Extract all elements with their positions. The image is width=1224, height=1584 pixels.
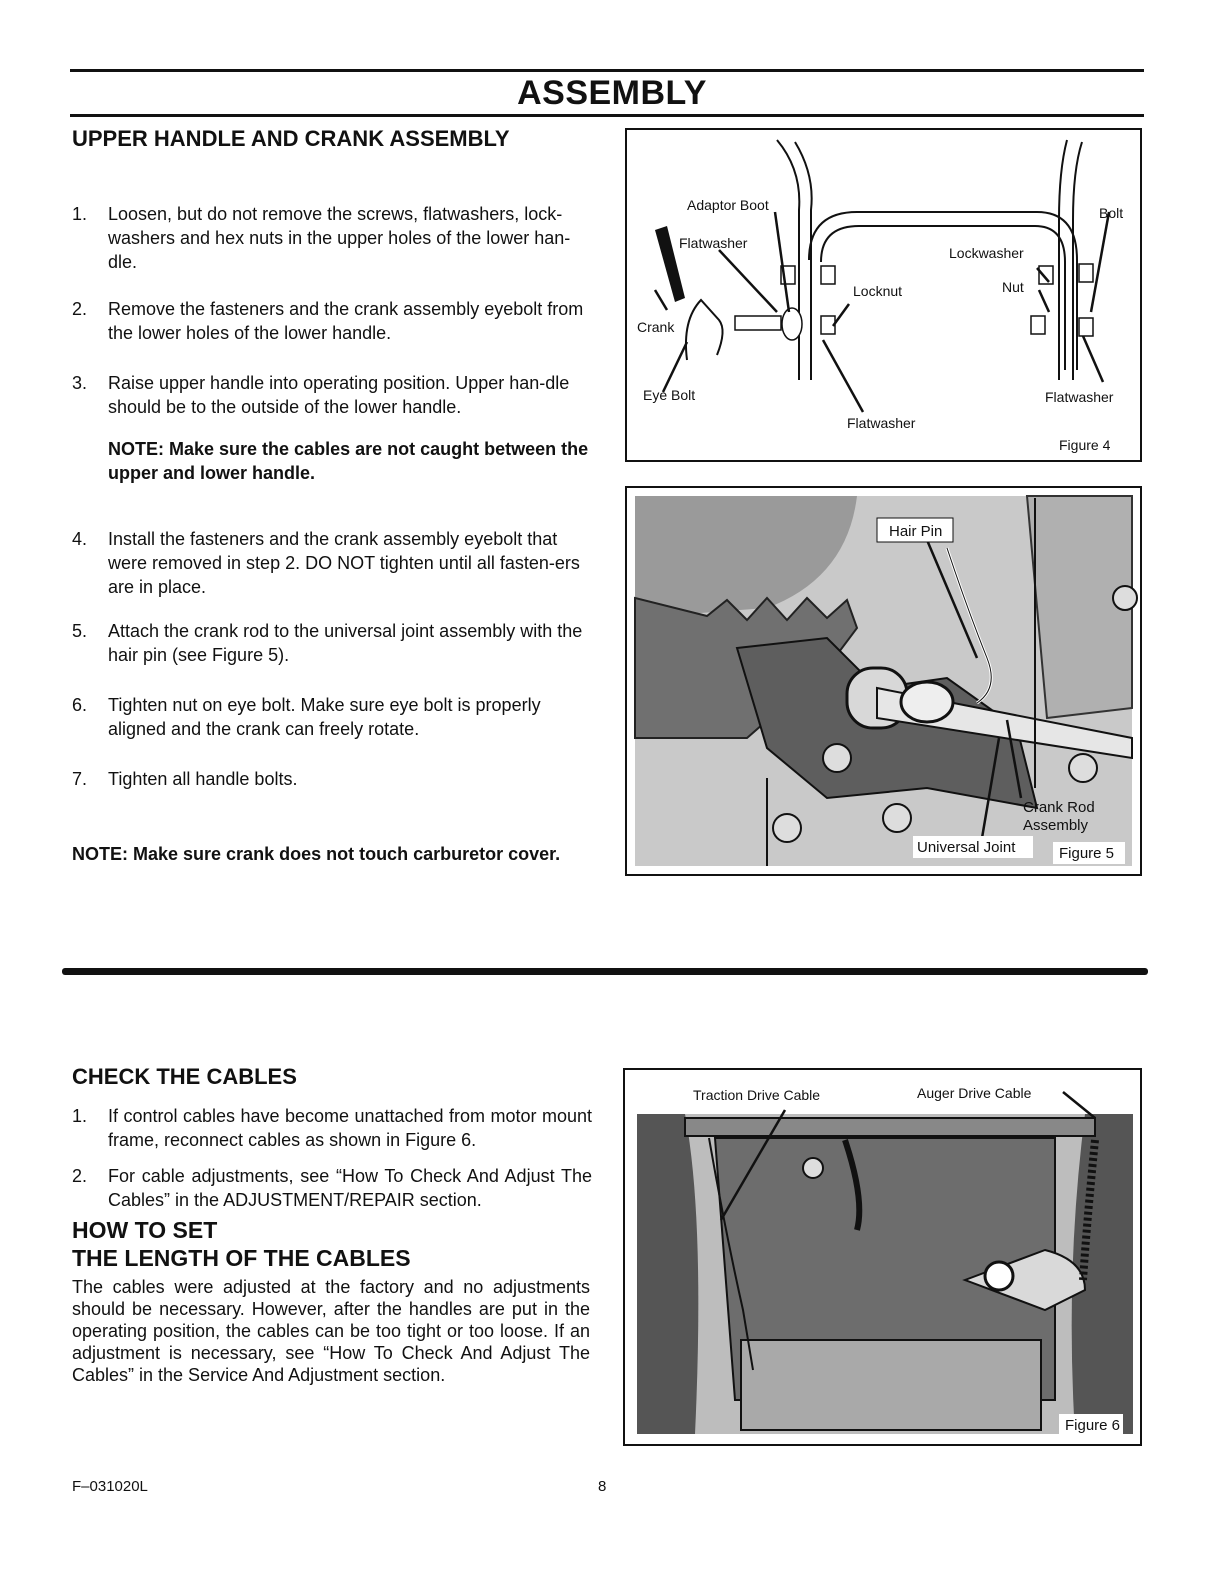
step-number: 1.	[72, 1106, 88, 1126]
figure-4	[625, 128, 1142, 462]
page-number: 8	[598, 1478, 607, 1495]
figure-5-photo	[627, 488, 1140, 874]
list-item	[72, 527, 592, 599]
step-text: For cable adjustments, see “How To Check And Adjust The Cables” in the ADJUSTMENT/REPAIR section.	[108, 1166, 592, 1210]
page-title: ASSEMBLY	[517, 74, 707, 112]
step-text: Tighten all handle bolts.	[108, 769, 298, 789]
figure-4-drawing	[627, 130, 1140, 460]
label-auger-drive-cable: Auger Drive Cable	[917, 1085, 1032, 1101]
figure-5	[625, 486, 1142, 876]
label-adaptor-boot: Adaptor Boot	[687, 197, 769, 213]
label-locknut: Locknut	[853, 283, 903, 299]
step-number: 1.	[72, 204, 88, 224]
label-lockwasher: Lockwasher	[949, 245, 1024, 261]
list-item	[72, 619, 592, 667]
label-traction-drive-cable: Traction Drive Cable	[693, 1087, 821, 1103]
step-text: If control cables have become unattached from motor mount frame, reconnect cables as shown in Figure 6.	[108, 1106, 592, 1150]
step-text: Install the fasteners and the crank assembly eyebolt that were removed in step 2. DO NOT tighten until all fasten-ers are in place.	[108, 529, 580, 597]
document-code: F–031020L	[72, 1478, 148, 1495]
section-heading-how-to-set	[72, 1216, 411, 1272]
section-divider	[62, 968, 1148, 975]
step-text: Remove the fasteners and the crank assembly eyebolt from the lower holes of the lower handle.	[108, 299, 584, 343]
list-item	[72, 767, 592, 791]
step-number: 4.	[72, 529, 88, 549]
label-hair-pin: Hair Pin	[889, 523, 943, 540]
list-item	[72, 202, 592, 274]
figure-5-caption: Figure 5	[1059, 845, 1115, 862]
step-text: Tighten nut on eye bolt. Make sure eye bolt is properly aligned and the crank can freely rotate.	[108, 695, 541, 739]
note-cables-not-caught: NOTE: Make sure the cables are not caught between the upper and lower handle.	[108, 439, 589, 483]
step-number: 6.	[72, 695, 88, 715]
label-eye-bolt: Eye Bolt	[643, 387, 696, 403]
figure-6-photo	[625, 1070, 1140, 1444]
list-item	[72, 297, 592, 345]
section-heading-upper-handle: UPPER HANDLE AND CRANK ASSEMBLY	[72, 126, 510, 151]
heading-line-1: HOW TO SET	[72, 1217, 218, 1243]
step-number: 5.	[72, 621, 88, 641]
step-number: 2.	[72, 1166, 88, 1186]
label-flatwasher-bottom: Flatwasher	[847, 415, 916, 431]
list-item	[72, 1104, 592, 1152]
list-item	[72, 1164, 592, 1212]
label-universal-joint: Universal Joint	[917, 839, 1016, 856]
step-number: 2.	[72, 299, 88, 319]
list-item	[72, 437, 592, 485]
list-item	[72, 693, 592, 741]
label-flatwasher-top: Flatwasher	[679, 235, 748, 251]
label-crank: Crank	[637, 319, 675, 335]
figure-6-caption: Figure 6	[1065, 1417, 1121, 1434]
step-text: Raise upper handle into operating position. Upper han-dle should be to the outside of the lower handle.	[108, 373, 570, 417]
figure-4-caption: Figure 4	[1059, 437, 1111, 453]
header-top-rule	[70, 69, 1144, 72]
label-nut: Nut	[1002, 279, 1024, 295]
label-assembly: Assembly	[1023, 817, 1089, 834]
label-bolt: Bolt	[1099, 205, 1124, 221]
section-heading-check-cables: CHECK THE CABLES	[72, 1064, 297, 1089]
figure-6	[623, 1068, 1142, 1446]
step-text: Attach the crank rod to the universal joint assembly with the hair pin (see Figure 5).	[108, 621, 583, 665]
label-crank-rod: Crank Rod	[1023, 799, 1095, 816]
heading-line-2: THE LENGTH OF THE CABLES	[72, 1245, 411, 1271]
header-bottom-rule	[70, 114, 1144, 117]
step-number: 3.	[72, 373, 88, 393]
label-flatwasher-right: Flatwasher	[1045, 389, 1114, 405]
cable-length-paragraph: The cables were adjusted at the factory and no adjustments should be necessary. However, after the handles are put in the operating position, the cables can be too tight or too loose. If an adjustment is necessary, see “How To Check And Adjust The Cables” in the Service And Adjustment section.	[72, 1277, 590, 1385]
step-number: 7.	[72, 769, 88, 789]
list-item	[72, 371, 592, 419]
step-text: Loosen, but do not remove the screws, flatwashers, lock-washers and hex nuts in the upper holes of the lower han-dle.	[108, 204, 571, 272]
upper-steps-list	[72, 202, 592, 809]
cables-steps-list	[72, 1104, 592, 1212]
note-crank-carburetor: NOTE: Make sure crank does not touch carburetor cover.	[72, 844, 561, 864]
